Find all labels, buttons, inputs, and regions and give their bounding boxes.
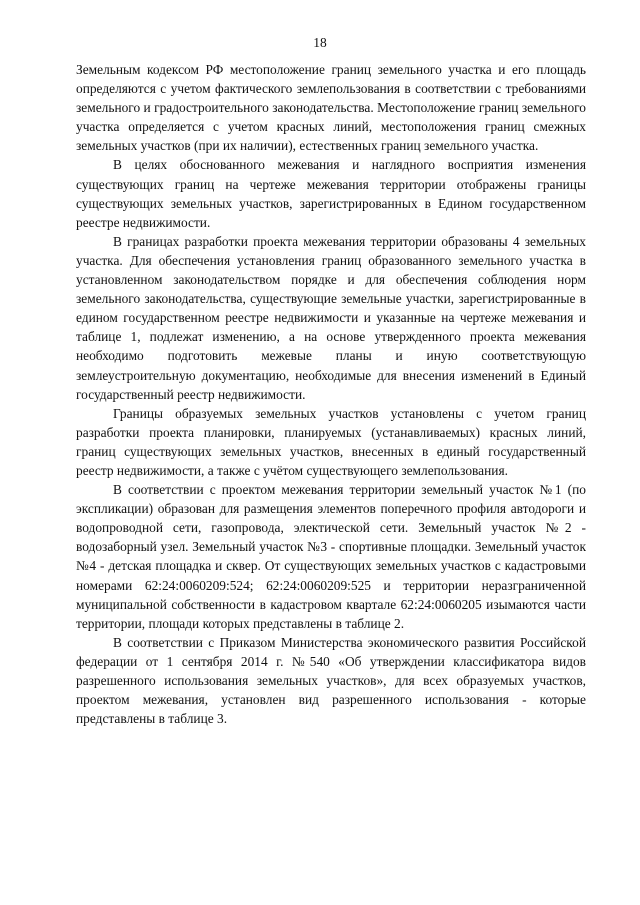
paragraph-2: В целях обоснованного межевания и наглядного восприятия изменения существующих границ на чертеже межевания территории отображены границы существующих земельных участков, зарегистрированных в Едином государственном реестре недвижимости.	[76, 157, 586, 230]
paragraph-1: Земельным кодексом РФ местоположение границ земельного участка и его площадь определяются с учетом фактического землепользования в соответствии с требованиями земельного и градостроительного законодательства. Местоположение границ земельного участка определяется с учетом красных линий, местоположения границ смежных земельных участков (при их наличии), естественных границ земельного участка.	[76, 62, 586, 154]
paragraph-5: В соответствии с проектом межевания территории земельный участок №1 (по экспликации) образован для размещения элементов поперечного профиля автодороги и водопроводной сети, газопровода, электической сети. Земельный участок №2 - водозаборный узел. Земельный участок №3 - спортивные площадки. Земельный участок №4 - детская площадка и сквер. От существующих земельных участков с кадастровыми номерами 62:24:0060209:524; 62:24:0060209:525 и территории неразграниченной муниципальной собственности в кадастровом квартале 62:24:0060205 изымаются части территории, площади которых представлены в таблице 2.	[76, 482, 586, 631]
page-number: 18	[313, 35, 327, 50]
paragraph-6: В соответствии с Приказом Министерства экономического развития Российской федерации от 1 сентября 2014 г. №540 «Об утверждении классификатора видов разрешенного использования земельных участков», для всех образуемых участков, проектом межевания, установлен вид разрешенного использования - которые представлены в таблице 3.	[76, 634, 586, 727]
body-text	[76, 60, 586, 728]
paragraph-3: В границах разработки проекта межевания территории образованы 4 земельных участка. Для обеспечения установления границ образованного земельного участка в установленном законодательством порядке и для обеспечения соблюдения норм земельного законодательства, существующие земельные участки, зарегистрированные в едином государственном реестре недвижимости и указанные на чертеже межевания и таблице 1, подлежат изменению, а на основе утвержденного проекта межевания необходимо подготовить межевые планы и иную соответствующую землеустроительную документацию, необходимые для внесения изменений в Единый государственный реестр недвижимости.	[76, 233, 586, 402]
paragraph-4: Границы образуемых земельных участков установлены с учетом границ разработки проекта планировки, планируемых (устанавливаемых) красных линий, границ существующих земельных участков, внесенных в единый государственный реестр недвижимости, а также с учётом существующего землепользования.	[76, 405, 586, 478]
